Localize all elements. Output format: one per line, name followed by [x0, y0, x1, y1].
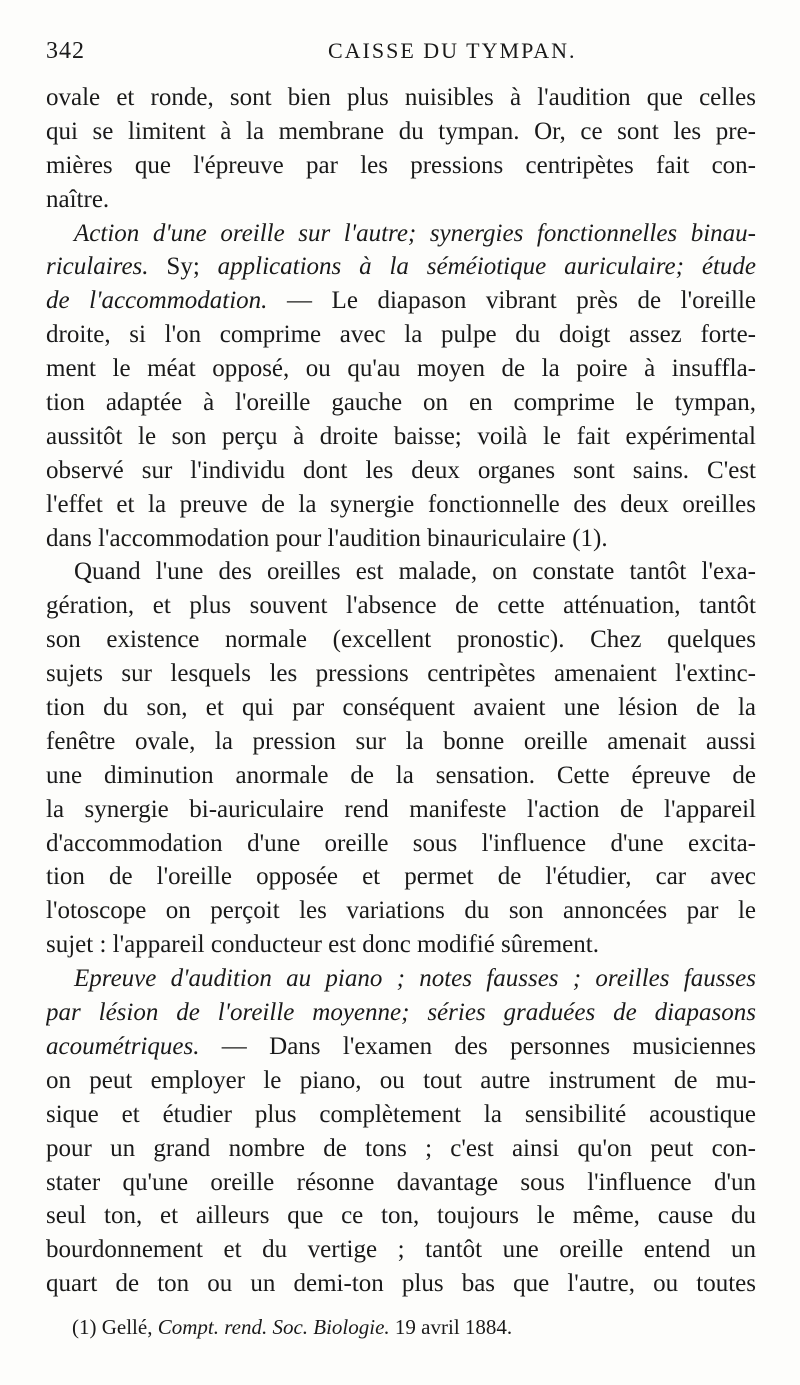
text-line: naître.	[46, 185, 110, 213]
page-header	[46, 38, 756, 72]
footnote	[72, 1312, 762, 1342]
text-line: seul ton, et ailleurs que ce ton, toujours le même, cause du	[46, 1202, 756, 1230]
footnote-date: 19 avril 1884.	[389, 1315, 513, 1339]
body-text	[46, 81, 756, 1301]
text-line: fenêtre ovale, la pression sur la bonne oreille amenait aussi	[46, 727, 756, 755]
text-line: stater qu'une oreille résonne davantage sous l'influence d'un	[46, 1168, 756, 1196]
running-head: CAISSE DU TYMPAN.	[328, 38, 577, 63]
section-heading-line: par lésion de l'oreille moyenne; séries graduées de diapasons	[46, 999, 756, 1027]
text-line: droite, si l'on comprime avec la pulpe du doigt assez forte-	[46, 321, 756, 349]
text-line: Quand l'une des oreilles est malade, on constate tantôt l'exa-	[74, 558, 756, 586]
text-line: observé sur l'individu dont les deux organes sont sains. C'est	[46, 456, 756, 484]
text-line: pour un grand nombre de tons ; c'est ainsi qu'on peut con-	[46, 1134, 756, 1162]
section-heading-line: Epreuve d'audition au piano ; notes fausses ; oreilles fausses	[74, 965, 756, 993]
page-number: 342	[46, 38, 85, 64]
text-line: dans l'accommodation pour l'audition binauriculaire (1).	[46, 524, 608, 552]
text-line: tion de l'oreille opposée et permet de l'étudier, car avec	[46, 863, 756, 891]
text-line: bourdonnement et du vertige ; tantôt une oreille entend un	[46, 1236, 756, 1264]
text-line: la synergie bi-auriculaire rend manifeste l'action de l'appareil	[46, 795, 756, 823]
text-line: ovale et ronde, sont bien plus nuisibles à l'audition que celles	[46, 84, 756, 111]
text-line: sujet : l'appareil conducteur est donc modifié sûrement.	[46, 931, 599, 959]
footnote-marker: (1) Gellé,	[72, 1315, 158, 1339]
text-line: ment le méat opposé, ou qu'au moyen de la poire à insuffla-	[46, 355, 756, 383]
text-line: l'effet et la preuve de la synergie fonctionnelle des deux oreilles	[46, 490, 756, 518]
text-line: tion adaptée à l'oreille gauche on en comprime le tympan,	[46, 389, 756, 417]
text-line: d'accommodation d'une oreille sous l'influence d'une excita-	[46, 829, 756, 857]
text-line: mières que l'épreuve par les pressions centripètes fait con-	[46, 151, 756, 179]
text-line: gération, et plus souvent l'absence de cette atténuation, tantôt	[46, 592, 756, 620]
text-line: une diminution anormale de la sensation. Cette épreuve de	[46, 761, 756, 789]
text-line: tion du son, et qui par conséquent avaient une lésion de la	[46, 694, 756, 722]
text-line: son existence normale (excellent pronostic). Chez quelques	[46, 626, 756, 654]
text-line: qui se limitent à la membrane du tympan. Or, ce sont les pre-	[46, 117, 756, 145]
text-line: l'otoscope on perçoit les variations du son annoncées par le	[46, 897, 756, 925]
section-heading-line: riculaires. Sy; applications à la séméiotique auriculaire; étude	[46, 253, 756, 281]
section-heading-line: de l'accommodation. — Le diapason vibrant près de l'oreille	[46, 287, 756, 315]
text-line: aussitôt le son perçu à droite baisse; voilà le fait expérimental	[46, 422, 756, 450]
footnote-source: Compt. rend. Soc. Biologie.	[157, 1315, 390, 1339]
text-line: sique et étudier plus complètement la sensibilité acoustique	[46, 1100, 756, 1128]
text-line: sujets sur lesquels les pressions centripètes amenaient l'extinc-	[46, 660, 756, 688]
section-heading-line: Action d'une oreille sur l'autre; synergies fonctionnelles binau-	[74, 219, 756, 247]
section-heading-line: acoumétriques. — Dans l'examen des personnes musiciennes	[46, 1032, 756, 1060]
text-line: on peut employer le piano, ou tout autre instrument de mu-	[46, 1066, 756, 1094]
text-line: quart de ton ou un demi-ton plus bas que l'autre, ou toutes	[46, 1270, 756, 1298]
